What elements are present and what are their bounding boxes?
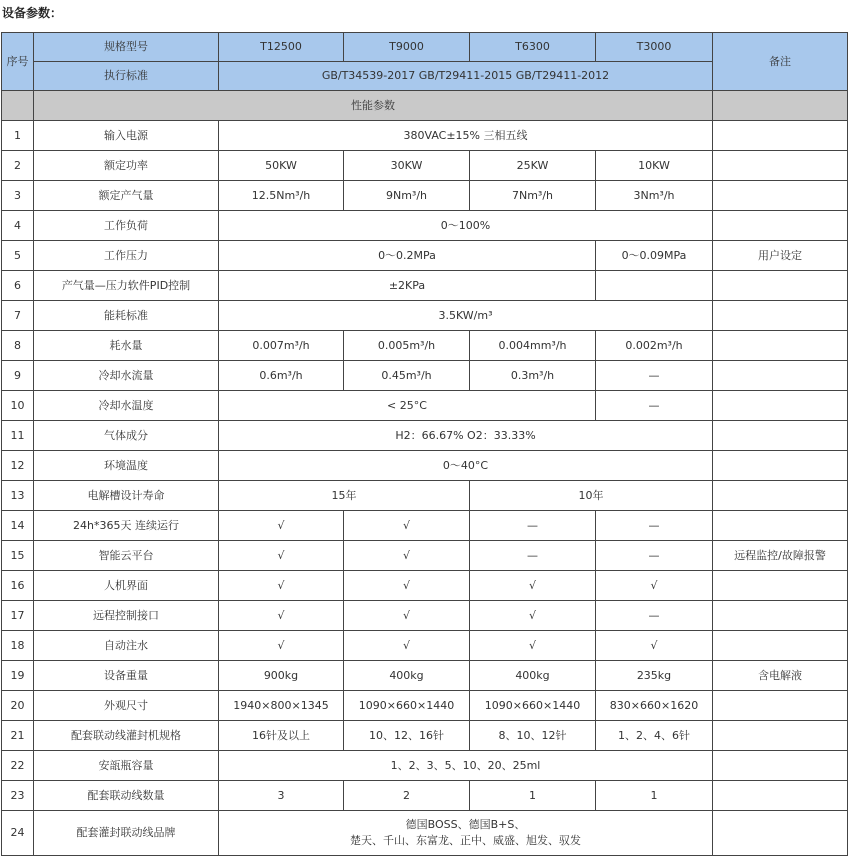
value-cell [596,271,713,301]
remark-cell: 用户设定 [713,241,848,271]
table-row [2,241,848,271]
param-name: 配套联动线数量 [34,781,219,811]
value-cell: 10、12、16针 [344,721,470,751]
remark-cell [713,751,848,781]
value-cell: √ [470,571,596,601]
value-cell: √ [219,631,344,661]
row-number: 19 [2,661,34,691]
table-row [2,331,848,361]
param-name: 工作压力 [34,241,219,271]
value-cell-all-models: 3.5KW/m³ [219,301,713,331]
param-name: 24h*365天 连续运行 [34,511,219,541]
value-cell: — [470,511,596,541]
value-cell: 2 [344,781,470,811]
row-number: 12 [2,451,34,481]
remark-cell [713,511,848,541]
remark-cell [713,301,848,331]
remark-cell: 含电解液 [713,661,848,691]
row-number: 1 [2,121,34,151]
value-cell: √ [219,511,344,541]
param-name: 能耗标准 [34,301,219,331]
value-cell: 400kg [470,661,596,691]
value-cell: √ [596,631,713,661]
table-row [2,541,848,571]
value-cell: √ [344,601,470,631]
remark-cell [713,721,848,751]
value-cell: 830×660×1620 [596,691,713,721]
param-name: 配套联动线灌封机规格 [34,721,219,751]
value-cell-first-three: 0～0.2MPa [219,241,596,271]
table-row [2,121,848,151]
remark-cell: 远程监控/故障报警 [713,541,848,571]
row-number: 9 [2,361,34,391]
row-number: 2 [2,151,34,181]
table-row [2,601,848,631]
value-cell: 0～0.09MPa [596,241,713,271]
table-row [2,391,848,421]
remark-cell [713,391,848,421]
row-number: 13 [2,481,34,511]
remark-header: 备注 [713,33,848,91]
brand-line-2: 楚天、千山、东富龙、正中、威盛、旭发、驭发 [350,834,581,847]
value-cell: — [596,511,713,541]
value-cell: 25KW [470,151,596,181]
remark-cell [713,811,848,856]
table-row [2,691,848,721]
value-cell: 16针及以上 [219,721,344,751]
value-cell: √ [344,511,470,541]
param-name: 产气量—压力软件PID控制 [34,271,219,301]
param-name: 配套灌封联动线品牌 [34,811,219,856]
row-number: 16 [2,571,34,601]
row-number: 4 [2,211,34,241]
section-blank-right [713,91,848,121]
seq-header: 序号 [2,33,34,91]
value-cell-first-three: ±2KPa [219,271,596,301]
row-number: 17 [2,601,34,631]
table-row [2,451,848,481]
param-name: 冷却水流量 [34,361,219,391]
param-name: 安瓿瓶容量 [34,751,219,781]
row-number: 23 [2,781,34,811]
value-cell: 0.007m³/h [219,331,344,361]
value-cell: 3 [219,781,344,811]
value-cell: √ [219,541,344,571]
value-cell-all-models: 0～40°C [219,451,713,481]
value-cell: — [470,541,596,571]
value-cell: 30KW [344,151,470,181]
table-row [2,481,848,511]
standard-label: 执行标准 [34,62,219,91]
param-name: 环境温度 [34,451,219,481]
value-cell: 7Nm³/h [470,181,596,211]
model-t6300: T6300 [470,33,596,62]
value-cell: 1、2、4、6针 [596,721,713,751]
remark-cell [713,421,848,451]
section-title: 性能参数 [34,91,713,121]
value-cell: — [596,361,713,391]
param-name: 气体成分 [34,421,219,451]
value-cell: 1090×660×1440 [344,691,470,721]
param-name: 电解槽设计寿命 [34,481,219,511]
remark-cell [713,151,848,181]
brand-line-1: 德国BOSS、德国B+S、 [405,818,526,831]
brand-cell [219,811,713,856]
row-number: 14 [2,511,34,541]
table-row [2,271,848,301]
param-name: 额定产气量 [34,181,219,211]
remark-cell [713,331,848,361]
value-cell: 1940×800×1345 [219,691,344,721]
remark-cell [713,451,848,481]
model-t9000: T9000 [344,33,470,62]
param-name: 工作负荷 [34,211,219,241]
table-row [2,721,848,751]
param-name: 远程控制接口 [34,601,219,631]
value-cell: 8、10、12针 [470,721,596,751]
value-cell: 1090×660×1440 [470,691,596,721]
value-cell: √ [470,601,596,631]
remark-cell [713,601,848,631]
value-cell: 0.004mm³/h [470,331,596,361]
row-number: 22 [2,751,34,781]
value-cell: 50KW [219,151,344,181]
row-number: 7 [2,301,34,331]
table-row [2,181,848,211]
value-cell: 0.45m³/h [344,361,470,391]
table-row [2,571,848,601]
model-label: 规格型号 [34,33,219,62]
value-cell-all-models: 1、2、3、5、10、20、25ml [219,751,713,781]
page-title: 设备参数： [2,6,63,20]
section-blank-left [2,91,34,121]
model-t12500: T12500 [219,33,344,62]
table-row [2,421,848,451]
row-number: 5 [2,241,34,271]
value-cell-all-models: H2：66.67% O2：33.33% [219,421,713,451]
value-cell: √ [219,601,344,631]
value-cell: 235kg [596,661,713,691]
value-cell: 1 [470,781,596,811]
row-number: 8 [2,331,34,361]
table-row [2,631,848,661]
value-cell: — [596,601,713,631]
value-cell: 0.3m³/h [470,361,596,391]
param-name: 设备重量 [34,661,219,691]
value-cell: √ [344,631,470,661]
table-row [2,661,848,691]
value-cell: 10KW [596,151,713,181]
row-number: 24 [2,811,34,856]
table-row [2,151,848,181]
value-cell-first-three: < 25°C [219,391,596,421]
param-name: 人机界面 [34,571,219,601]
value-cell: — [596,541,713,571]
model-t3000: T3000 [596,33,713,62]
value-cell: √ [219,571,344,601]
table-row [2,781,848,811]
value-cell: 12.5Nm³/h [219,181,344,211]
remark-cell [713,481,848,511]
param-name: 输入电源 [34,121,219,151]
remark-cell [713,121,848,151]
row-number: 21 [2,721,34,751]
row-number: 15 [2,541,34,571]
table-row [2,511,848,541]
value-cell: √ [344,541,470,571]
remark-cell [713,781,848,811]
value-cell-pair: 10年 [470,481,713,511]
value-cell: — [596,391,713,421]
remark-cell [713,211,848,241]
row-number: 6 [2,271,34,301]
value-cell: √ [470,631,596,661]
table-row [2,751,848,781]
remark-cell [713,361,848,391]
value-cell: √ [344,571,470,601]
value-cell: √ [596,571,713,601]
value-cell: 400kg [344,661,470,691]
value-cell: 900kg [219,661,344,691]
spec-table [1,32,848,856]
row-number: 10 [2,391,34,421]
value-cell: 0.002m³/h [596,331,713,361]
value-cell: 3Nm³/h [596,181,713,211]
remark-cell [713,691,848,721]
row-number: 20 [2,691,34,721]
value-cell: 0.6m³/h [219,361,344,391]
param-name: 外观尺寸 [34,691,219,721]
param-name: 额定功率 [34,151,219,181]
value-cell: 1 [596,781,713,811]
value-cell-all-models: 0～100% [219,211,713,241]
row-number: 18 [2,631,34,661]
section-row [2,91,848,121]
remark-cell [713,271,848,301]
table-row [2,211,848,241]
standard-value: GB/T34539-2017 GB/T29411-2015 GB/T29411-2012 [219,62,713,91]
remark-cell [713,571,848,601]
value-cell: 0.005m³/h [344,331,470,361]
row-number: 3 [2,181,34,211]
param-name: 智能云平台 [34,541,219,571]
value-cell-pair: 15年 [219,481,470,511]
remark-cell [713,631,848,661]
param-name: 冷却水温度 [34,391,219,421]
remark-cell [713,181,848,211]
header-row-model [2,33,848,62]
param-name: 耗水量 [34,331,219,361]
param-name: 自动注水 [34,631,219,661]
value-cell-all-models: 380VAC±15% 三相五线 [219,121,713,151]
table-row [2,361,848,391]
table-row [2,301,848,331]
value-cell: 9Nm³/h [344,181,470,211]
row-number: 11 [2,421,34,451]
table-row [2,811,848,856]
